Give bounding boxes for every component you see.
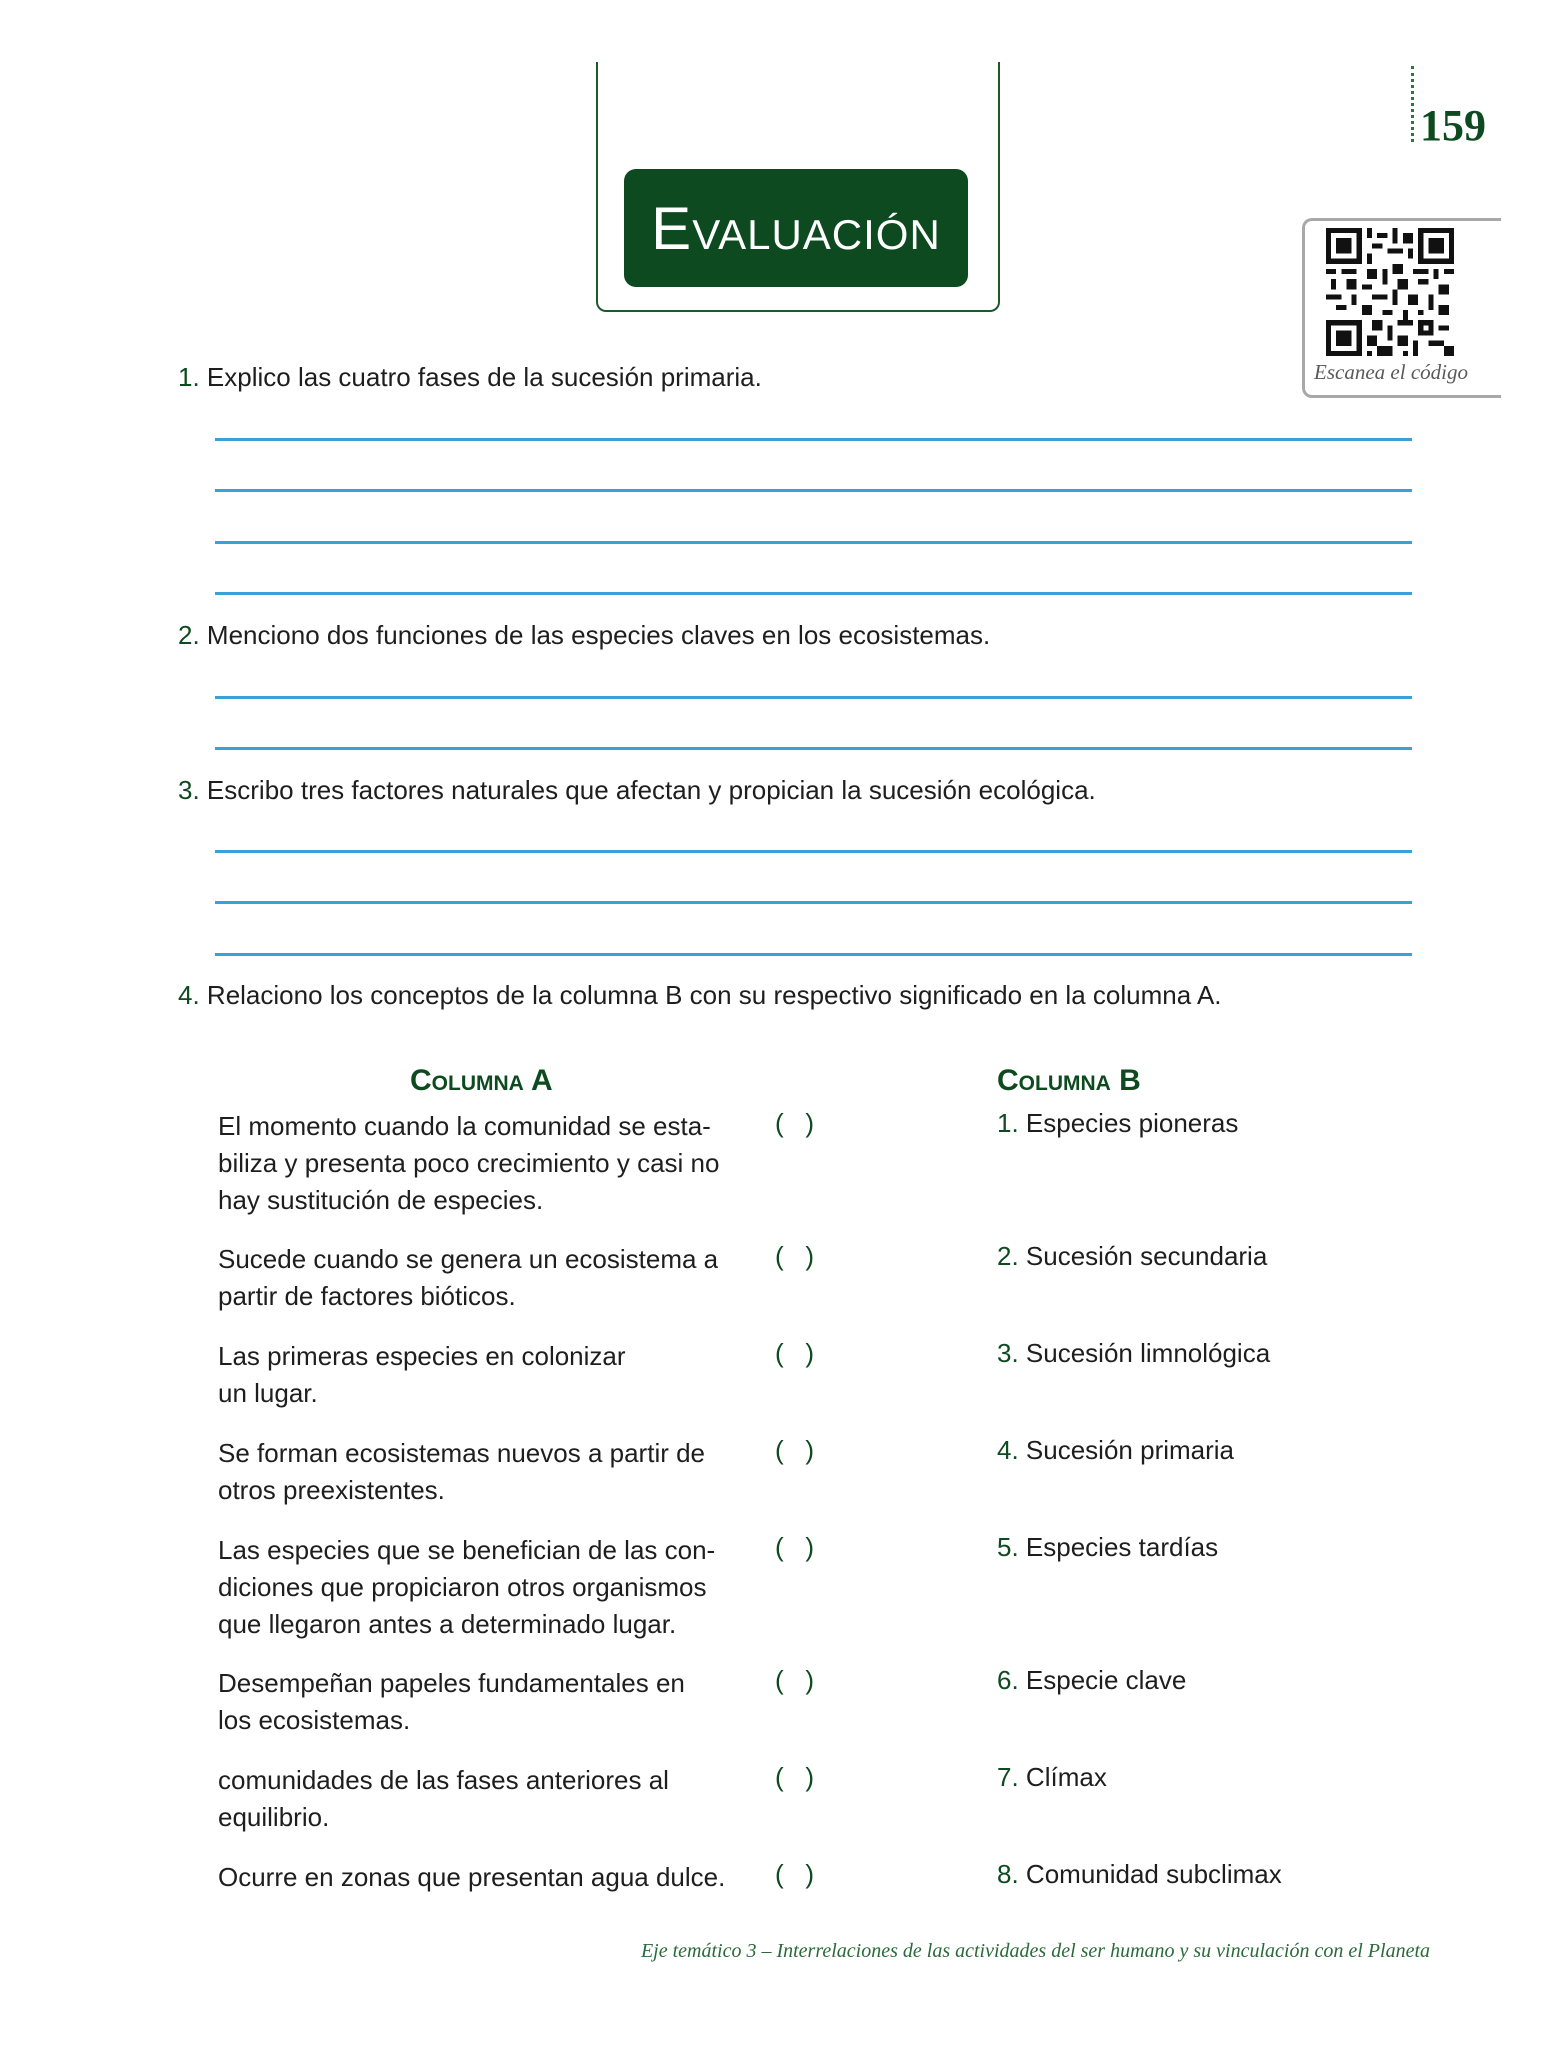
column-b-item: [997, 1665, 1186, 1696]
question-2: [178, 620, 990, 651]
column-b-item: [997, 1435, 1234, 1466]
answer-parentheses[interactable]: ( ): [775, 1532, 814, 1562]
column-b-item: [997, 1762, 1107, 1793]
column-a-item: comunidades de las fases anteriores al equilibrio.: [218, 1765, 669, 1832]
column-a-item: El momento cuando la comunidad se esta- biliza y presenta poco crecimiento y casi no hay sustitución de especies.: [218, 1111, 720, 1215]
column-a-item: Las primeras especies en colonizar un lugar.: [218, 1341, 626, 1408]
question-4: [178, 980, 1222, 1011]
answer-parentheses[interactable]: ( ): [775, 1338, 814, 1368]
question-number: 4.: [178, 980, 200, 1010]
column-b-label: Especies tardías: [1025, 1532, 1219, 1562]
question-text: Explico las cuatro fases de la sucesión primaria.: [206, 362, 762, 392]
column-a-header: Columna A: [410, 1064, 553, 1097]
column-a-item: Sucede cuando se genera un ecosistema a partir de factores bióticos.: [218, 1244, 719, 1311]
answer-line[interactable]: [215, 592, 1412, 595]
question-number: 2.: [178, 620, 200, 650]
answer-parentheses[interactable]: ( ): [775, 1859, 814, 1889]
question-text: Relaciono los conceptos de la columna B con su respectivo significado en la columna A.: [206, 980, 1222, 1010]
answer-parentheses[interactable]: ( ): [775, 1435, 814, 1465]
question-number: 1.: [178, 362, 200, 392]
answer-parentheses[interactable]: ( ): [775, 1665, 814, 1695]
answer-parentheses[interactable]: ( ): [775, 1241, 814, 1271]
column-b-label: Comunidad subclimax: [1025, 1859, 1282, 1889]
answer-line[interactable]: [215, 696, 1412, 699]
answer-line[interactable]: [215, 901, 1412, 904]
column-a-item: Se forman ecosistemas nuevos a partir de otros preexistentes.: [218, 1438, 706, 1505]
column-b-number: 7.: [997, 1762, 1019, 1792]
column-b-item: [997, 1338, 1270, 1369]
column-b-number: 5.: [997, 1532, 1019, 1562]
column-b-item: [997, 1241, 1267, 1272]
column-b-number: 2.: [997, 1241, 1019, 1271]
page-footer: Eje temático 3 – Interrelaciones de las actividades del ser humano y su vinculación con el Planeta: [640, 1940, 1430, 1962]
page-title: Evaluación: [651, 194, 941, 262]
page-number: 159: [1420, 101, 1486, 150]
column-b-label: Sucesión limnológica: [1025, 1338, 1271, 1368]
answer-line[interactable]: [215, 953, 1412, 956]
column-b-item: [997, 1108, 1238, 1139]
column-b-header: Columna B: [997, 1064, 1141, 1097]
column-b-item: [997, 1532, 1218, 1563]
column-b-item: [997, 1859, 1282, 1890]
question-1: [178, 362, 762, 393]
page-number-divider: [1411, 66, 1414, 142]
column-b-number: 4.: [997, 1435, 1019, 1465]
answer-parentheses[interactable]: ( ): [775, 1108, 814, 1138]
column-b-label: Especie clave: [1025, 1665, 1187, 1695]
column-a-item: Las especies que se benefician de las con- diciones que propiciaron otros organismos que llegaron antes a determinado lugar.: [218, 1535, 716, 1639]
qr-code-icon[interactable]: [1326, 228, 1454, 356]
column-a-item: Desempeñan papeles fundamentales en los ecosistemas.: [218, 1668, 685, 1735]
answer-parentheses[interactable]: ( ): [775, 1762, 814, 1792]
column-b-number: 3.: [997, 1338, 1019, 1368]
column-a-item: Ocurre en zonas que presentan agua dulce.: [218, 1862, 726, 1892]
column-b-label: Sucesión secundaria: [1025, 1241, 1268, 1271]
answer-line[interactable]: [215, 541, 1412, 544]
question-number: 3.: [178, 775, 200, 805]
column-b-number: 1.: [997, 1108, 1019, 1138]
answer-line[interactable]: [215, 850, 1412, 853]
question-3: [178, 775, 1096, 806]
answer-line[interactable]: [215, 438, 1412, 441]
qr-caption: Escanea el código: [1314, 360, 1468, 384]
answer-line[interactable]: [215, 489, 1412, 492]
column-b-label: Sucesión primaria: [1025, 1435, 1235, 1465]
question-text: Escribo tres factores naturales que afectan y propician la sucesión ecológica.: [206, 775, 1096, 805]
column-b-number: 6.: [997, 1665, 1019, 1695]
question-text: Menciono dos funciones de las especies claves en los ecosistemas.: [206, 620, 991, 650]
answer-line[interactable]: [215, 747, 1412, 750]
column-b-label: Clímax: [1025, 1762, 1107, 1792]
column-b-label: Especies pioneras: [1025, 1108, 1239, 1138]
column-b-number: 8.: [997, 1859, 1019, 1889]
